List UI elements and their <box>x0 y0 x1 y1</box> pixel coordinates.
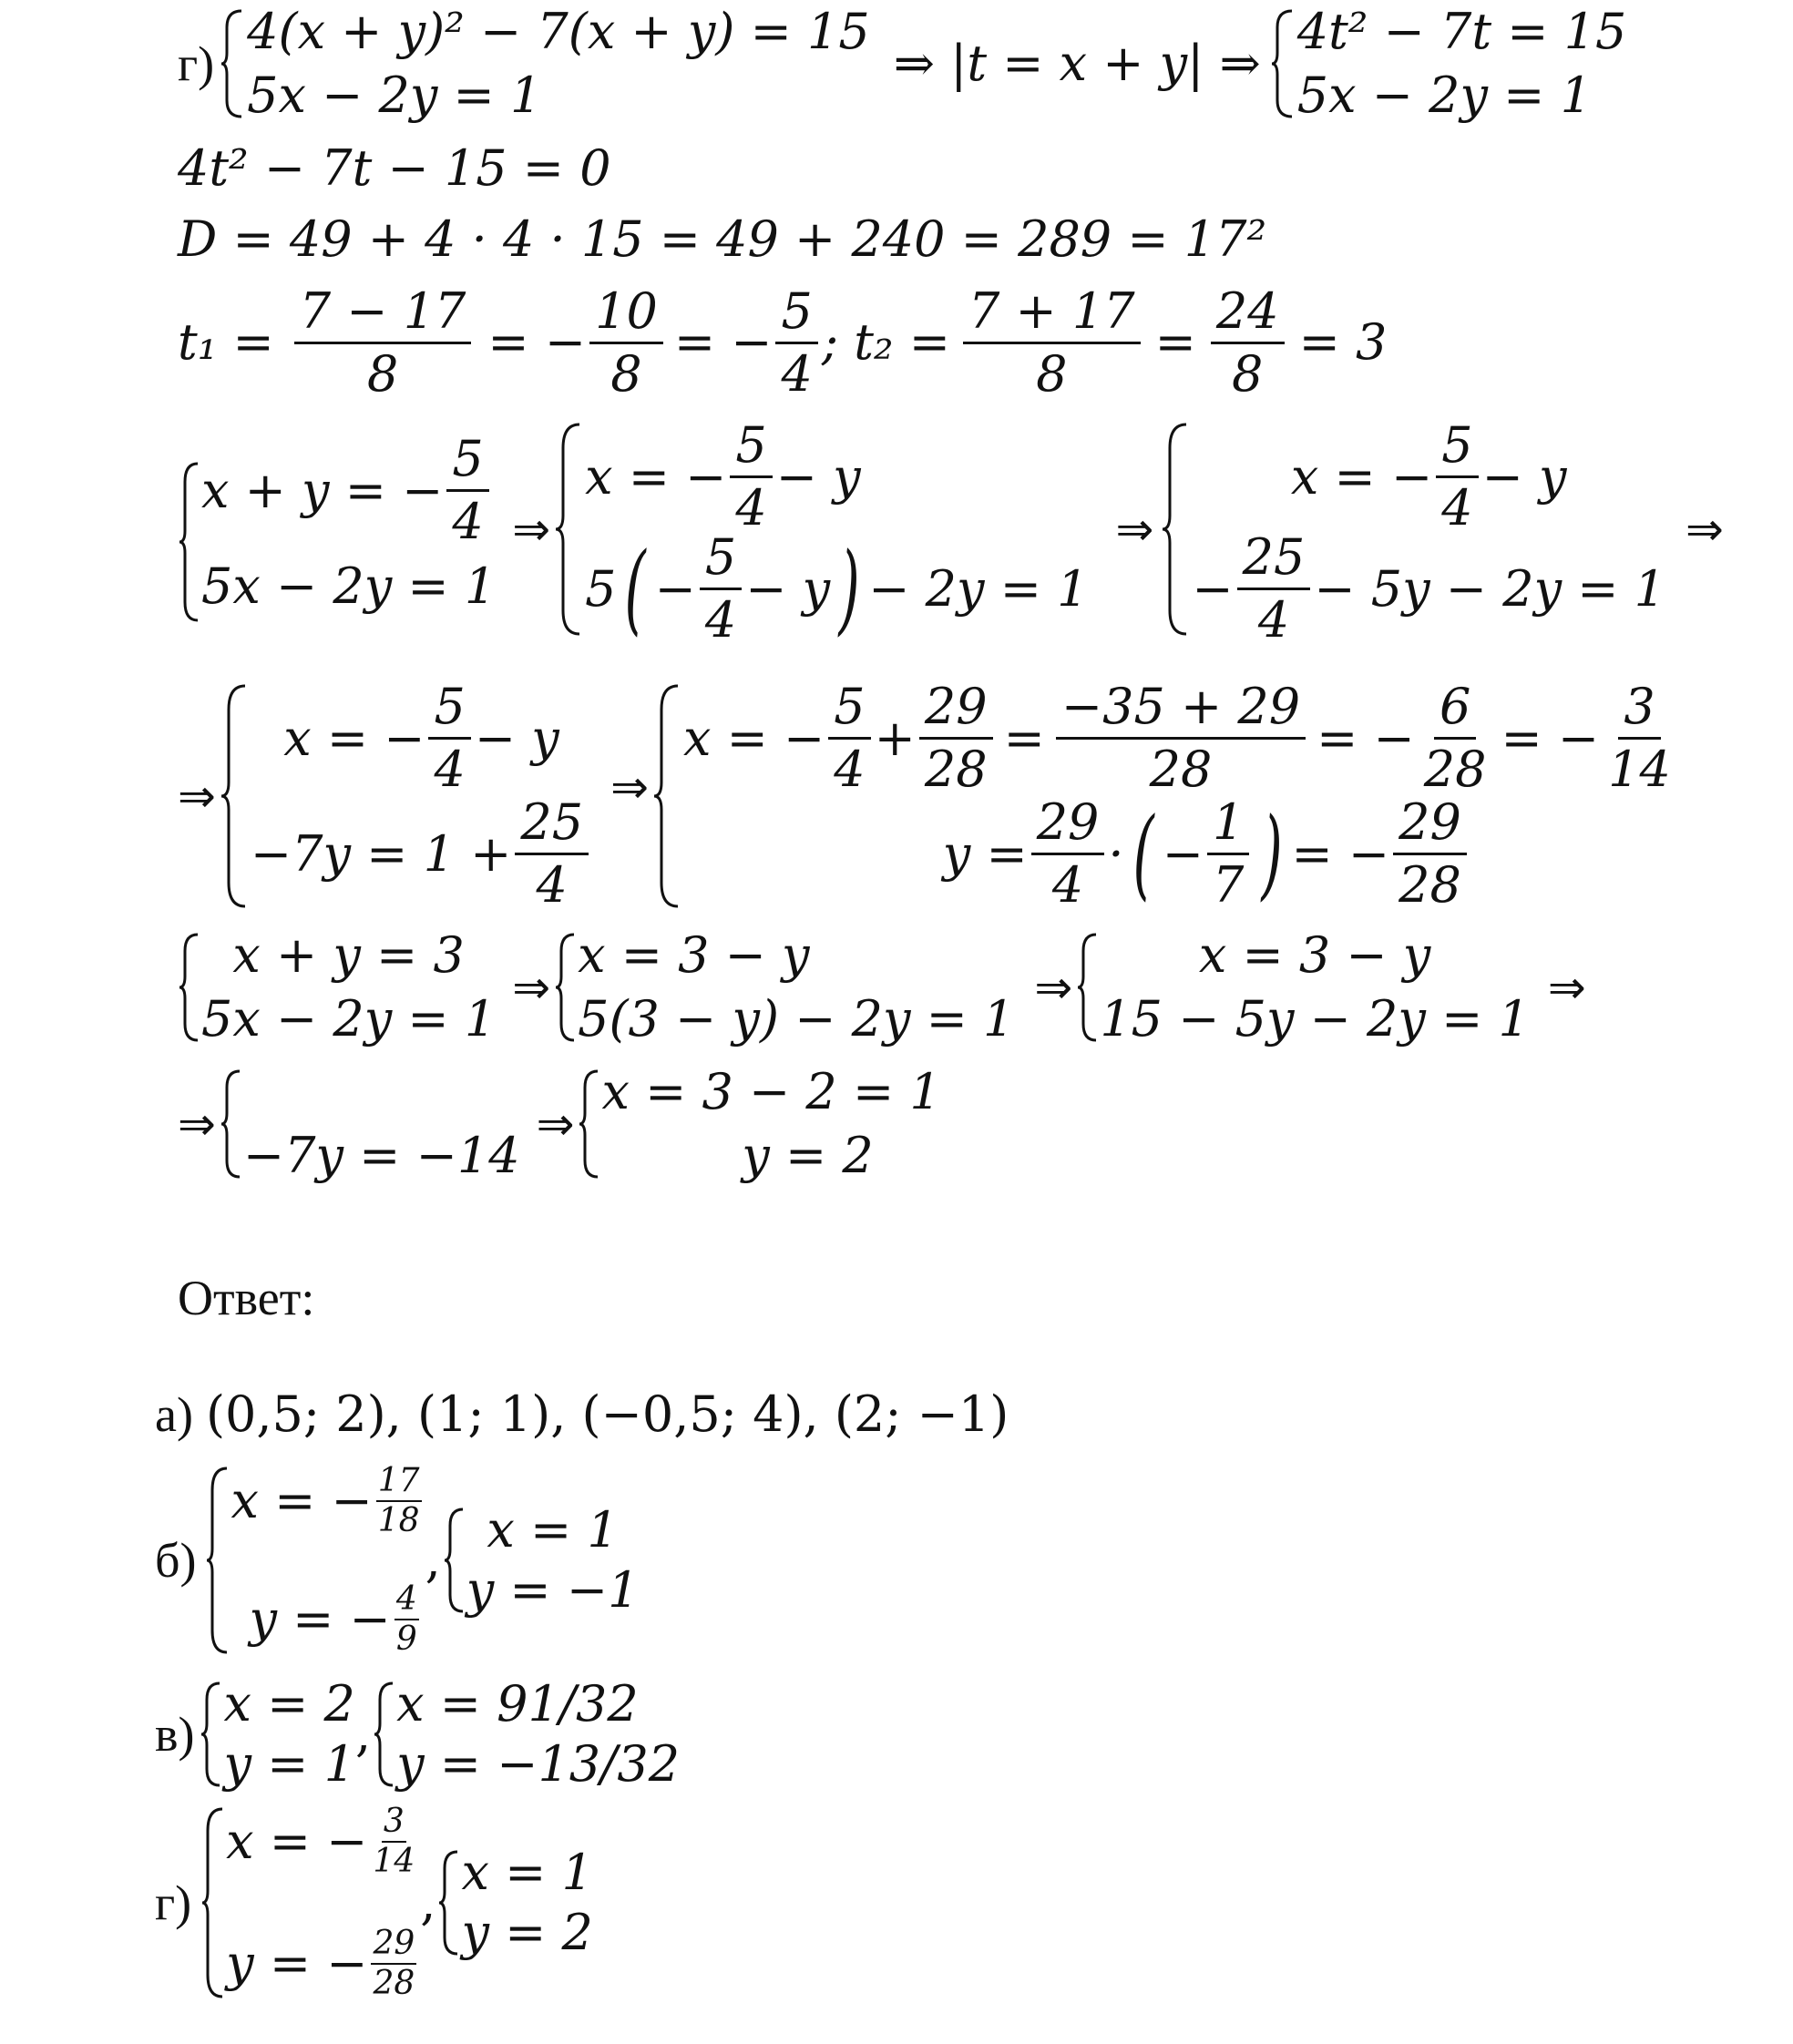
system: x = 1 y = −1 <box>443 1506 640 1615</box>
brace-icon <box>200 1680 221 1789</box>
brace-icon <box>437 1848 459 1957</box>
system: x = − $\frac{5}{4}$ − y − $\frac{25}{4}$ − 5y − 2y = 1 <box>1161 421 1665 638</box>
brace-icon <box>200 1805 224 2000</box>
implies-arrow: ⇒ <box>178 770 216 823</box>
comma: , <box>420 1874 436 1931</box>
comma: , <box>425 1531 441 1589</box>
system-substituted <box>1270 3 1627 124</box>
brace-icon <box>1161 421 1188 638</box>
system: x + y = − $\frac{5}{4}$ 5x − 2y = 1 <box>178 434 496 624</box>
brace-icon <box>578 1068 599 1180</box>
implies-arrow: ⇒ <box>512 961 551 1014</box>
equals-minus: = − <box>487 313 587 371</box>
system: x = − $\frac{5}{4}$ − y −7y = 1 + $\frac{25}{4}$ <box>220 682 592 910</box>
system: x = 2 y = 1 <box>200 1680 354 1789</box>
brace-icon <box>1076 931 1098 1044</box>
system: x = − $\frac{3}{14}$ y = − $\frac{29}{28}$ <box>200 1805 420 2000</box>
system: x = 91/32 y = −13/32 <box>373 1680 680 1789</box>
system: x = − $\frac{17}{18}$ y = − $\frac{4}{9}$ <box>205 1465 425 1656</box>
equals-minus: = − <box>673 313 773 371</box>
equation: 5x − 2y = 1 <box>1296 66 1592 124</box>
system: x = − $\frac{5}{4}$ − y 5 ( − $\frac{5}{4}$ − y ) − 2y = 1 <box>554 421 1088 638</box>
system: x = 3 − y 15 − 5y − 2y = 1 <box>1076 931 1530 1044</box>
implies-arrow: ⇒ <box>512 503 551 556</box>
roots-line: t₁ = $\frac{7 - 17}{8}$ = − $\frac{10}{8}$ = − $\frac{5}{4}$ ; t₂ = $\frac{7 + 17}{8}$ = $\frac{24}{8}$ = 3 <box>178 281 1388 403</box>
answer-a-value: (0,5; 2), (1; 1), (−0,5; 4), (2; −1) <box>205 1385 1009 1443</box>
brace-icon <box>178 447 200 637</box>
system: −7y = −14 <box>220 1068 520 1180</box>
brace-icon <box>373 1680 394 1789</box>
case2-line-b <box>178 1063 941 1184</box>
brace-icon <box>220 682 247 910</box>
part-g-line-1 <box>178 3 1627 124</box>
brace-icon <box>443 1506 465 1615</box>
implies-arrow: ⇒ <box>178 1098 216 1150</box>
brace-icon <box>1270 7 1296 120</box>
equation: 4(x + y)² − 7(x + y) = 15 <box>247 3 870 60</box>
answer-v <box>155 1675 681 1793</box>
t2-result: = 3 <box>1298 313 1388 371</box>
answer-a-label: а) <box>155 1387 193 1442</box>
implies-arrow: ⇒ <box>536 1098 575 1150</box>
brace-icon <box>554 931 576 1044</box>
case2-line-a <box>178 926 1586 1048</box>
equation: 5x − 2y = 1 <box>247 66 542 124</box>
fraction: $\frac{24}{8}$ <box>1211 287 1285 399</box>
implies-arrow: ⇒ <box>610 761 649 813</box>
fraction: $\frac{10}{8}$ <box>589 287 663 399</box>
system: x = 3 − 2 = 1 y = 2 <box>578 1068 940 1180</box>
implies-arrow: ⇒ <box>1547 961 1586 1014</box>
implies-arrow: ⇒ <box>1034 961 1073 1014</box>
answer-heading: Ответ: <box>178 1271 315 1325</box>
case1-line-b <box>178 672 1680 920</box>
answer-v-label: в) <box>155 1707 195 1762</box>
brace-icon <box>205 1465 229 1656</box>
brace-icon <box>554 421 581 638</box>
quadratic-equation: 4t² − 7t − 15 = 0 <box>178 139 611 197</box>
substitution: ⇒ |t = x + y| ⇒ <box>893 35 1261 92</box>
brace-icon <box>178 931 200 1044</box>
brace-icon <box>220 7 245 120</box>
fraction: $\frac{7 + 17}{8}$ <box>963 287 1141 399</box>
system-original <box>220 3 870 124</box>
brace-icon <box>220 1068 241 1180</box>
answer-b <box>155 1462 640 1658</box>
answer-g-label: г) <box>155 1875 192 1930</box>
case1-line-a <box>178 416 1724 649</box>
system: x + y = 3 5x − 2y = 1 <box>178 931 496 1044</box>
t2-label: ; t₂ = <box>821 313 950 371</box>
discriminant: D = 49 + 4 · 4 · 15 = 49 + 240 = 289 = 17² <box>178 210 1267 268</box>
system: x = − $\frac{5}{4}$ + $\frac{29}{28}$ = $\frac{-35 + 29}{28}$ = − $\frac{6}{28}$ = − $\frac{3}{14}$ y = $\frac{29}{4}$ · ( − $\frac{1}{7}$ ) = − $\frac{29}{28}$ <box>652 682 1680 910</box>
fraction: $\frac{7 - 17}{8}$ <box>294 287 472 399</box>
implies-arrow: ⇒ <box>1685 503 1724 556</box>
equation: 4t² − 7t = 15 <box>1296 3 1627 60</box>
comma: , <box>354 1705 372 1763</box>
system: x = 1 y = 2 <box>437 1848 592 1957</box>
t1-label: t₁ = <box>178 313 274 371</box>
answer-a <box>155 1385 1009 1443</box>
answer-b-label: б) <box>155 1533 197 1588</box>
system: x = 3 − y 5(3 − y) − 2y = 1 <box>554 931 1014 1044</box>
part-g-label: г) <box>178 36 215 91</box>
fraction: $\frac{5}{4}$ <box>775 287 817 399</box>
answer-g <box>155 1805 593 2000</box>
brace-icon <box>652 682 680 910</box>
implies-arrow: ⇒ <box>1115 503 1154 556</box>
